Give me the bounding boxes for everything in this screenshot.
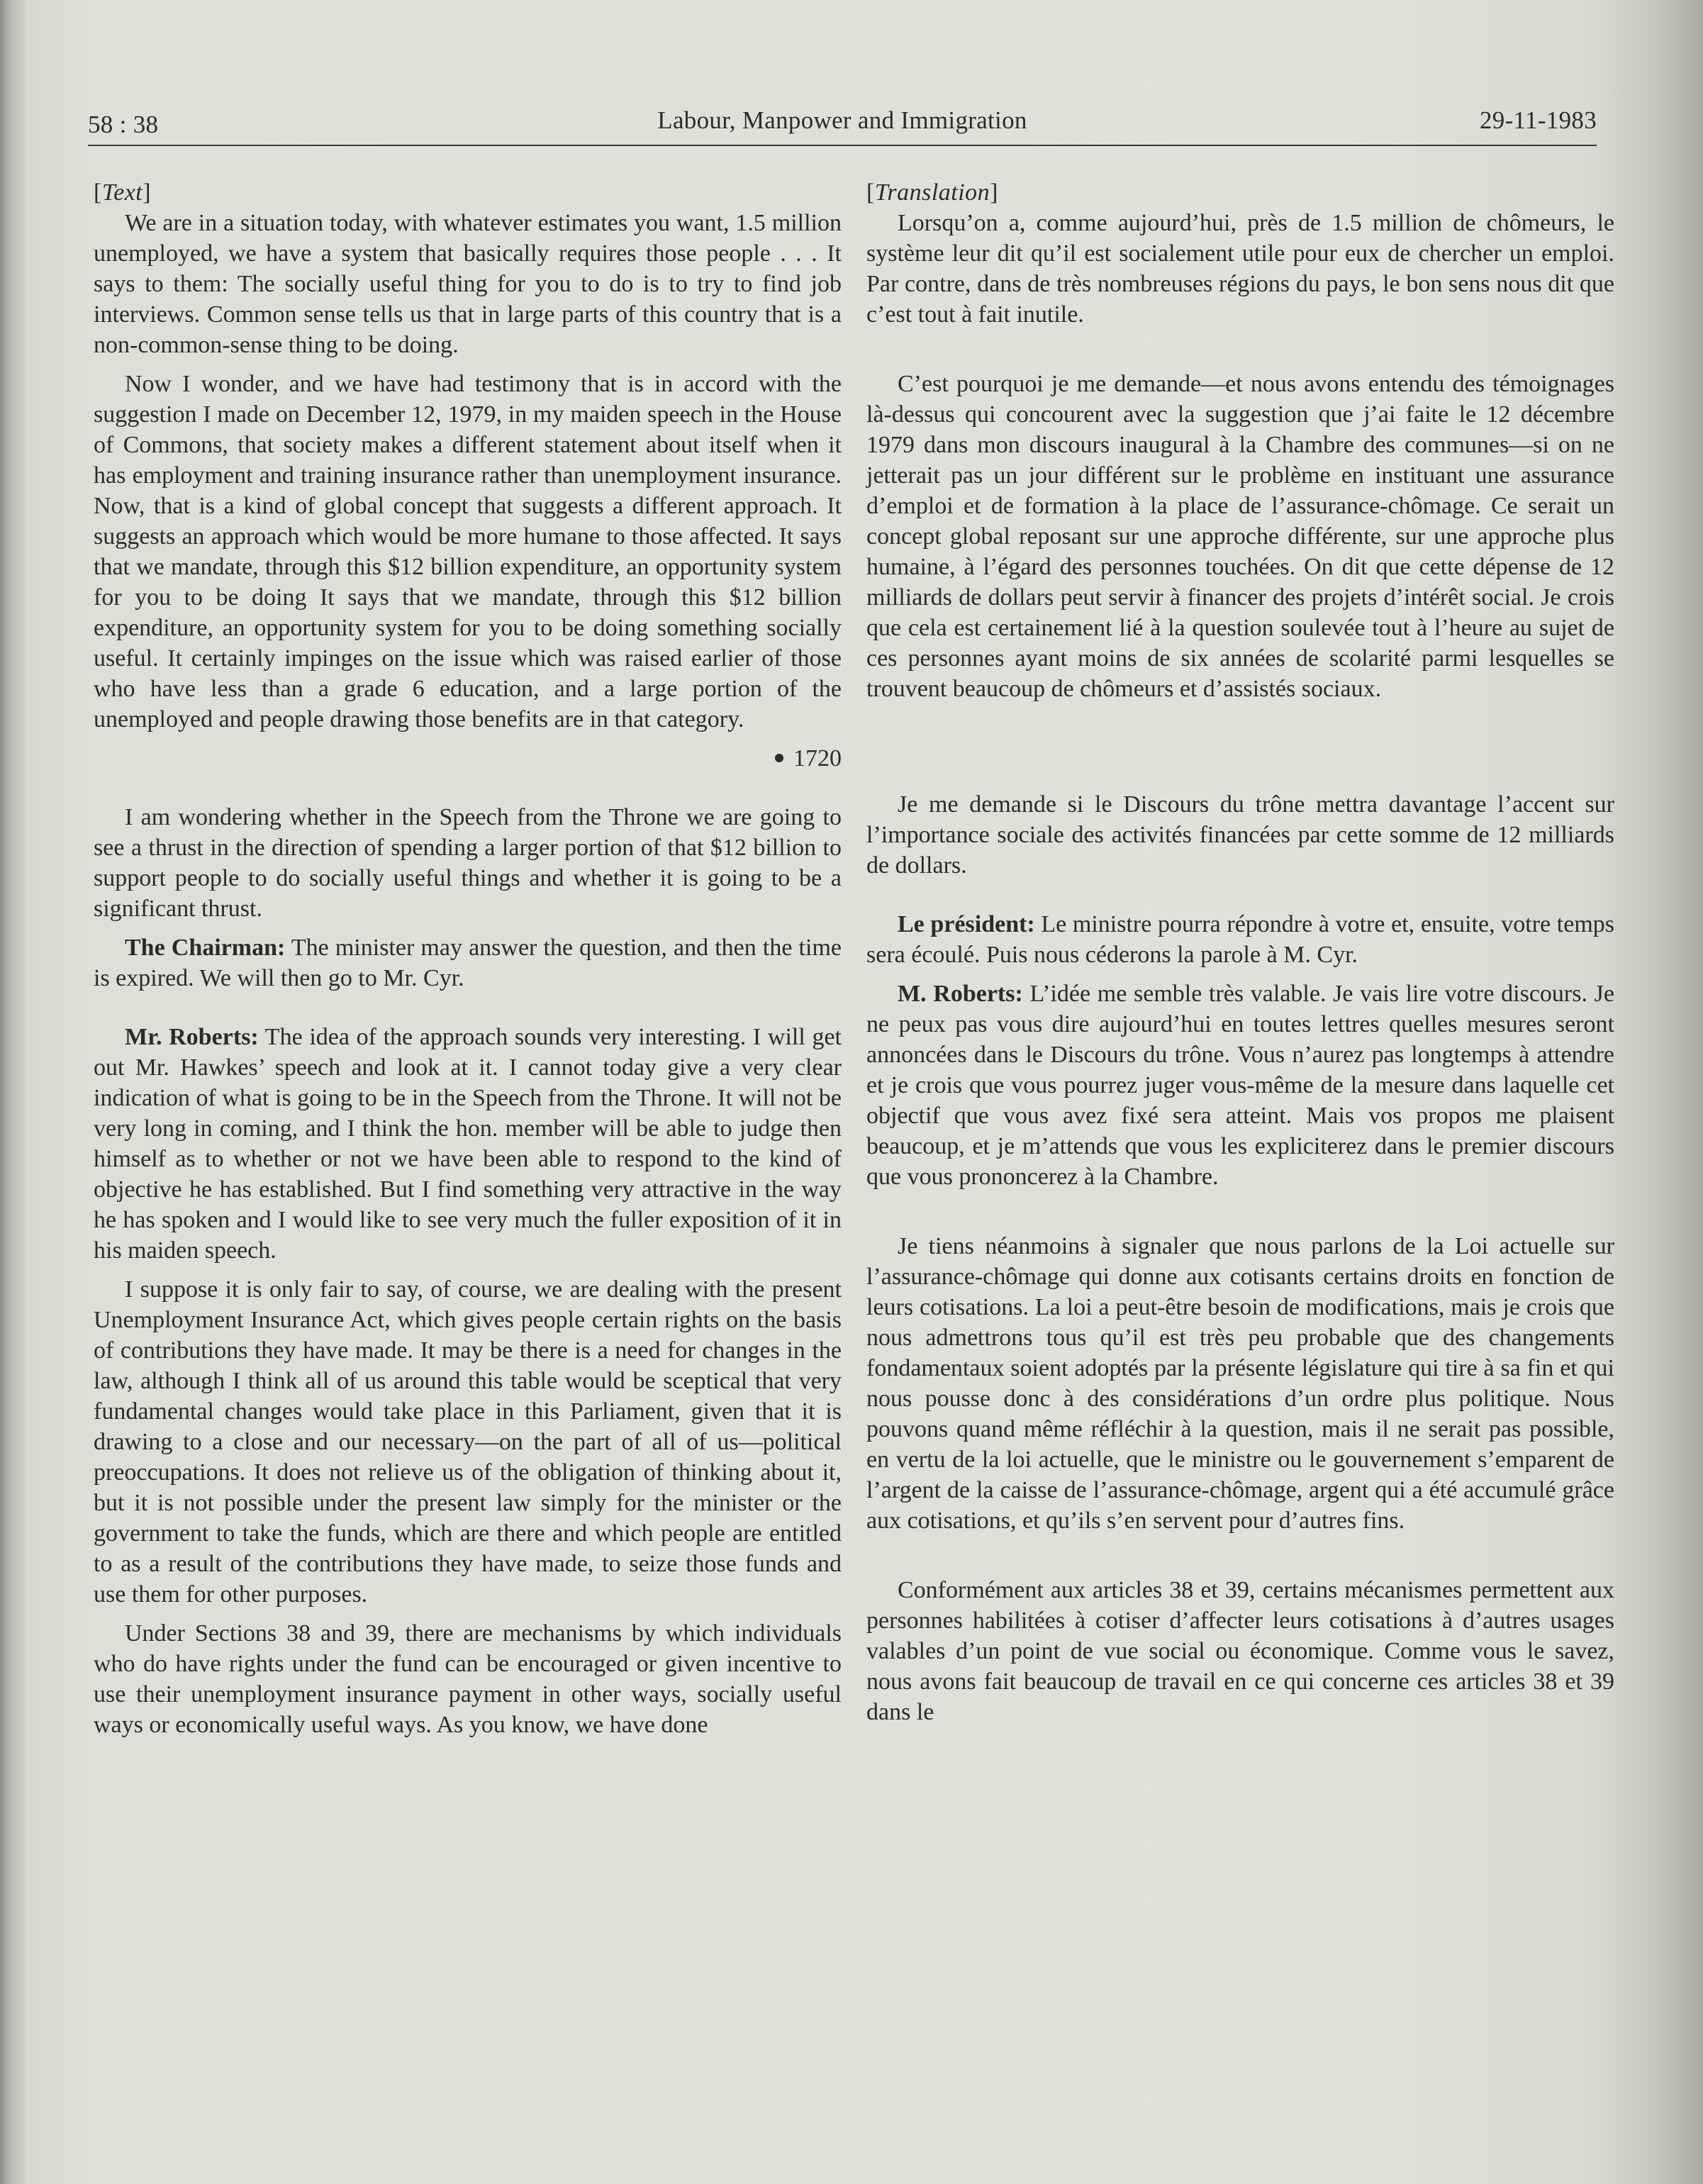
speech-text: The minister may answer the question, and then the time is expired. We will then go to Mr. Cyr. bbox=[94, 935, 842, 991]
speaker-paragraph bbox=[866, 979, 1614, 1192]
speaker-paragraph bbox=[94, 1022, 842, 1266]
paragraph: Conformément aux articles 38 et 39, certains mécanismes permettent aux personnes habilitées à cotiser d’affecter leurs cotisations à d’autres usages valables d’un point de vue social ou économique. Comme vous le savez, nous avons fait beaucoup de travail en ce qui concerne ces articles 38 et 39 dans le bbox=[866, 1577, 1614, 1725]
bullet-icon bbox=[775, 754, 783, 762]
paragraph: Je tiens néanmoins à signaler que nous parlons de la Loi actuelle sur l’assurance-chômage qui donne aux cotisants certains droits en fonction de leurs cotisations. La loi a peut-être besoin de modifications, mais je crois que nous admettrons tous qu’il est très peu probable que des changements fondamentaux soient adoptés par la présente législature qui tire à sa fin et qui nous pousse donc à des considérations d’un ordre plus politique. Nous pouvons quand même réfléchir à la question, mais il ne serait pas possible, en vertu de la loi actuelle, que le ministre ou le gouvernement s’emparent de l’argent de la caisse de l’assurance-chômage, argent qui a été accumulé grâce aux cotisations, et qu’ils s’en servent pour d’autres fins. bbox=[866, 1233, 1614, 1534]
header-title: Labour, Manpower and Immigration bbox=[657, 106, 1027, 134]
page-number: 58 : 38 bbox=[88, 111, 159, 138]
paragraph: Je me demande si le Discours du trône mettra davantage l’accent sur l’importance sociale des activités financées par cette somme de 12 milliards de dollars. bbox=[866, 791, 1614, 879]
speaker-name: Le président: bbox=[898, 911, 1035, 937]
paragraph: I am wondering whether in the Speech from the Throne we are going to see a thrust in the direction of spending a larger portion of that $12 billion to support people to do socially useful things and whether it is going to be a significant thrust. bbox=[94, 804, 842, 922]
french-column bbox=[866, 177, 1614, 1727]
speaker-name: Mr. Roberts: bbox=[125, 1024, 259, 1050]
speech-text: L’idée me semble très valable. Je vais lire votre discours. Je ne peux pas vous dire aujourd’hui en toutes lettres quelles mesures seront annoncées dans le Discours du trône. Vous n’aurez pas longtemps à attendre et je crois que vous pourrez juger vous-même de la mesure dans laquelle cet objectif que vous avez fixé sera atteint. Mais vos propos me plaisent beaucoup, et je m’attends que vous les expliciterez dans le premier discours que vous prononcerez à la Chambre. bbox=[866, 981, 1614, 1190]
header-rule bbox=[88, 145, 1597, 146]
language-tag: [Translation] bbox=[866, 179, 998, 206]
paragraph: We are in a situation today, with whatever estimates you want, 1.5 million unemployed, we have a system that basically requires those people . . . It says to them: The socially useful thing for you to do is to try to find job interviews. Common sense tells us that in large parts of this country that is a non-common-sense thing to be doing. bbox=[94, 210, 842, 358]
speech-text: The idea of the approach sounds very interesting. I will get out Mr. Hawkes’ speech and look at it. I cannot today give a very clear indication of what is going to be in the Speech from the Throne. It will not be very long in coming, and I think the hon. member will be able to judge then himself as to whether or not we have been able to respond to the kind of objective he has established. But I find something very attractive in the way he has spoken and I would like to see very much the fuller exposition of it in his maiden speech. bbox=[94, 1024, 842, 1264]
speaker-name: M. Roberts: bbox=[898, 981, 1023, 1007]
speaker-paragraph bbox=[94, 932, 842, 993]
header-date: 29-11-1983 bbox=[1479, 106, 1597, 134]
paragraph: Under Sections 38 and 39, there are mechanisms by which individuals who do have rights under the fund can be encouraged or given incentive to use their unemployment insurance payment in other ways, socially useful ways or economically useful ways. As you know, we have done bbox=[94, 1620, 842, 1738]
language-tag: [Text] bbox=[94, 179, 152, 206]
paragraph: Now I wonder, and we have had testimony that is in accord with the suggestion I made on December 12, 1979, in my maiden speech in the House of Commons, that society makes a different statement about itself when it has employment and training insurance rather than unemployment insurance. Now, that is a kind of global concept that suggests a different approach. It suggests an approach which would be more humane to those affected. It says that we mandate, through this $12 billion expenditure, an opportunity system for you to be doing It says that we mandate, through this $12 billion expenditure, an opportunity system for you to be doing something socially useful. It certainly impinges on the issue which was raised earlier of those who have less than a grade 6 education, and a large portion of the unemployed and people drawing those benefits are in that category. bbox=[94, 371, 842, 732]
paragraph: C’est pourquoi je me demande—et nous avons entendu des témoignages là-dessus qui concourent avec la suggestion que j’ai faite le 12 décembre 1979 dans mon discours inaugural à la Chambre des communes—si on ne jetterait pas un jour différent sur le problème en instituant une assurance d’emploi et de formation à la place de l’assurance-chômage. Ce serait un concept global reposant sur une approche différente, sur une approche plus humaine, à l’égard des personnes touchées. On dit que cette dépense de 12 milliards de dollars peut servir à financer des projets d’intérêt social. Je crois que cela est certainement lié à la question soulevée tout à l’heure au sujet de ces personnes ayant moins de six années de scolarité parmi lesquelles se trouvent beaucoup de chômeurs et d’assistés sociaux. bbox=[866, 371, 1614, 702]
paragraph: Lorsqu’on a, comme aujourd’hui, près de 1.5 million de chômeurs, le système leur dit qu’il est socialement utile pour eux de chercher un emploi. Par contre, dans de très nombreuses régions du pays, le bon sens nous dit que c’est tout à fait inutile. bbox=[866, 210, 1614, 328]
running-header bbox=[88, 106, 1597, 143]
speech-text: Le ministre pourra répondre à votre et, ensuite, votre temps sera écoulé. Puis nous céderons la parole à M. Cyr. bbox=[866, 911, 1615, 968]
english-column bbox=[94, 177, 842, 1740]
speaker-name: The Chairman: bbox=[125, 935, 286, 961]
time-marker: 1720 bbox=[94, 743, 842, 774]
paragraph: I suppose it is only fair to say, of course, we are dealing with the present Unemployment Insurance Act, which gives people certain rights on the basis of contributions they have made. It may be there is a need for changes in the law, although I think all of us around this table would be sceptical that very fundamental changes would take place in this Parliament, given that it is drawing to a close and our necessary—on the part of all of us—political preoccupations. It does not relieve us of the obligation of thinking about it, but it is not possible under the present law simply for the minister or the government to take the funds, which are there and which people are entitled to as a result of the contributions they have made, to seize those funds and use them for other purposes. bbox=[94, 1276, 842, 1608]
speaker-paragraph bbox=[866, 909, 1614, 970]
